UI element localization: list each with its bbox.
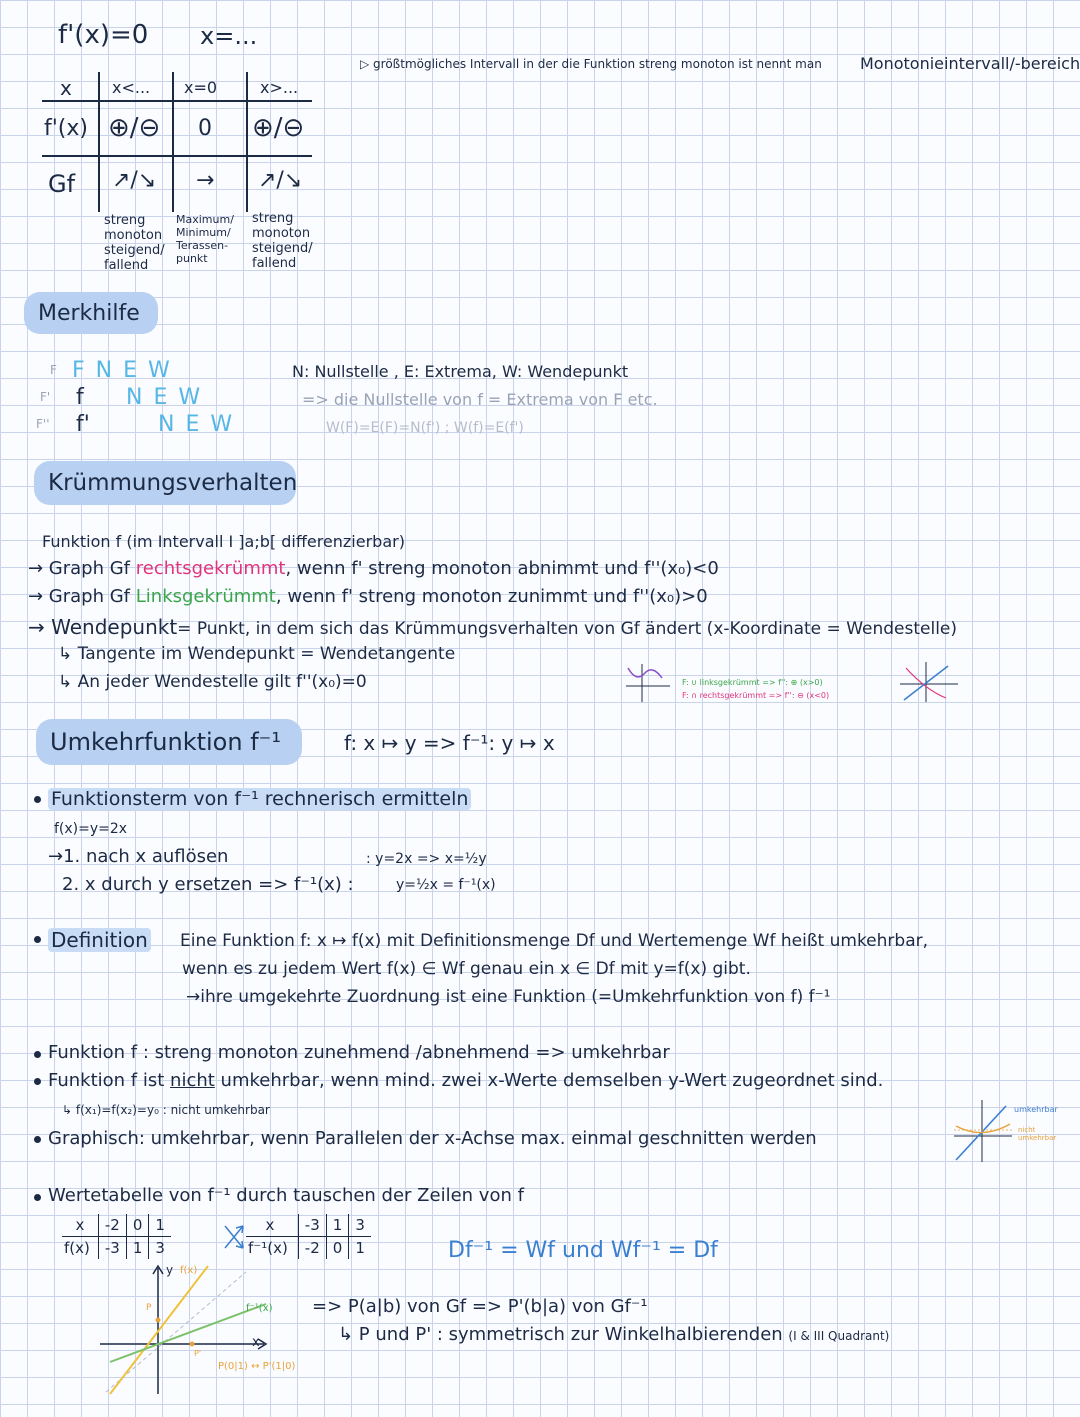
mono-f1-c3: ⊕/⊖	[252, 113, 305, 143]
umkehr-s2: 2. x durch y ersetzen => f⁻¹(x) :	[62, 874, 354, 895]
kr-line2: → Graph Gf Linksgekrümmt, wenn f' streng monoton zunimmt und f''(x₀)>0	[28, 586, 708, 607]
graph-label-finv: f⁻¹(x)	[246, 1303, 273, 1314]
merk-label-0: F	[50, 363, 57, 377]
def-line2: wenn es zu jedem Wert f(x) ∈ Wf genau ein x ∈ Df mit y=f(x) gibt.	[182, 959, 751, 979]
umkehr-p2: Funktion f ist nicht umkehrbar, wenn mind. zwei x-Werte demselben y-Wert zugeordnet sind.	[48, 1070, 884, 1091]
umkehr-p4: Wertetabelle von f⁻¹ durch tauschen der Zeilen von f	[48, 1185, 524, 1206]
umkehr-b1: Funktionsterm von f⁻¹ rechnerisch ermitteln	[48, 790, 471, 809]
umkehr-heading: Umkehrfunktion f⁻¹	[36, 719, 302, 765]
mono-x-c1: x<...	[112, 78, 151, 97]
kr-mini-legend-2: F: ∩ rechtsgekrümmt => f'': ⊖ (x<0)	[682, 691, 830, 700]
merk-line2: => die Nullstelle von f = Extrema von F etc.	[302, 390, 658, 409]
derivative-condition: f'(x)=0	[58, 20, 149, 50]
def-line1: Eine Funktion f: x ↦ f(x) mit Definitionsmenge Df und Wertemenge Wf heißt umkehrbar,	[180, 931, 929, 951]
p3-legend-2: nicht umkehrbar	[1018, 1126, 1057, 1142]
domain-eq: Df⁻¹ = Wf und Wf⁻¹ = Df	[448, 1238, 718, 1263]
bullet-1	[34, 796, 41, 803]
umkehr-s1: →1. nach x auflösen	[48, 846, 229, 867]
mono-x-c2: x=0	[184, 78, 218, 97]
graph-label-Pprime: P'	[194, 1349, 202, 1358]
mono-table-hline-2	[42, 155, 312, 157]
bullet-def	[34, 936, 41, 943]
kr-intro: Funktion f (im Intervall I ]a;b[ differenzierbar)	[42, 532, 405, 551]
graph-label-fx: f(x)	[180, 1265, 198, 1276]
x-equals: x=...	[200, 22, 258, 50]
sym-line2: ↳ P und P' : symmetrisch zur Winkelhalbierenden (I & III Quadrant)	[338, 1324, 890, 1345]
inverse-graph	[96, 1262, 316, 1396]
kr-line4: ↳ Tangente im Wendepunkt = Wendetangente	[58, 644, 456, 664]
merk-fn-1: f	[76, 385, 84, 410]
merk-fn-2: f'	[76, 412, 90, 437]
p3-legend-1: umkehrbar	[1014, 1105, 1058, 1114]
kr-mini-legend-1: F: ∪ linksgekrümmt => f'': ⊕ (x>0)	[682, 678, 823, 687]
point-Pprime	[190, 1342, 195, 1347]
mono-f1-head: f'(x)	[44, 116, 88, 141]
mono-f1-c2: 0	[198, 116, 212, 141]
mono-x-head: x	[60, 76, 72, 100]
graph-label-x: x	[252, 1335, 260, 1350]
point-P	[156, 1318, 161, 1323]
mono-g-c1: ↗/↘	[112, 168, 157, 193]
merk-letters-0: F N E W	[72, 358, 172, 383]
merkhilfe-heading: Merkhilfe	[24, 292, 158, 334]
merk-letters-2: N E W	[158, 412, 235, 437]
umkehr-s1r: : y=2x => x=½y	[366, 851, 487, 867]
graph-label-points: P(0|1) ↔ P'(1|0)	[218, 1361, 296, 1372]
kr-line5: ↳ An jeder Wendestelle gilt f''(x₀)=0	[58, 672, 367, 692]
curvature-sketch	[622, 660, 672, 704]
mono-g-c2: →	[196, 168, 215, 193]
bullet-p4	[34, 1194, 41, 1201]
umkehrbar-sketch	[950, 1096, 1016, 1166]
mono-x-c3: x>...	[260, 78, 299, 97]
mono-table-vline-1	[98, 72, 100, 212]
mono-g-c3: ↗/↘	[258, 168, 303, 193]
umkehr-s2r: y=½x = f⁻¹(x)	[396, 877, 496, 893]
bullet-p2	[34, 1078, 41, 1085]
value-table-finv: x -3 1 3 f⁻¹(x) -2 0 1	[246, 1214, 371, 1259]
merk-label-2: F''	[36, 417, 50, 431]
inflection-sketch	[898, 660, 962, 704]
def-line3: →ihre umgekehrte Zuordnung ist eine Funktion (=Umkehrfunktion von f) f⁻¹	[186, 987, 831, 1007]
umkehr-p2sub: ↳ f(x₁)=f(x₂)=y₀ : nicht umkehrbar	[62, 1103, 270, 1117]
merk-label-1: F'	[40, 390, 51, 404]
bullet-p3	[34, 1136, 41, 1143]
mono-table-vline-3	[246, 72, 248, 212]
interval-note: ▷ größtmögliches Intervall in der die Funktion streng monoton ist nennt man	[360, 57, 822, 71]
mono-note-col1: streng monoton steigend/ fallend	[104, 213, 165, 273]
kr-line1: → Graph Gf rechtsgekrümmt, wenn f' streng monoton abnimmt und f''(x₀)<0	[28, 558, 719, 579]
mono-note-col2: Maximum/ Minimum/ Terassen- punkt	[176, 213, 234, 265]
mono-table-hline-1	[42, 100, 312, 102]
sym-line1: => P(a|b) von Gf => P'(b|a) von Gf⁻¹	[312, 1296, 648, 1317]
merk-legend: N: Nullstelle , E: Extrema, W: Wendepunkt	[292, 362, 629, 381]
angle-bisector	[106, 1272, 246, 1392]
interval-term: Monotonieintervall/-bereich	[860, 54, 1080, 73]
value-table-f: x -2 0 1 f(x) -3 1 3	[62, 1214, 171, 1259]
umkehr-map: f: x ↦ y => f⁻¹: y ↦ x	[344, 731, 555, 755]
mono-table-vline-2	[172, 72, 174, 212]
mono-g-head: Gf	[48, 170, 76, 198]
graph-label-y: y	[166, 1263, 174, 1277]
merk-line3: W(F)=E(F)=N(f') ; W(f)=E(f')	[326, 420, 524, 436]
bullet-p1	[34, 1051, 41, 1058]
kruemmung-heading: Krümmungsverhalten	[34, 461, 296, 505]
mono-f1-c1: ⊕/⊖	[108, 113, 161, 143]
umkehr-p1: Funktion f : streng monoton zunehmend /abnehmend => umkehrbar	[48, 1042, 670, 1063]
swap-arrows-icon	[222, 1222, 246, 1252]
kr-line3: → Wendepunkt= Punkt, in dem sich das Krümmungsverhalten von Gf ändert (x-Koordinate = Wendestelle)	[28, 615, 958, 639]
graph-label-P: P	[146, 1303, 152, 1313]
graph-finv	[110, 1304, 266, 1362]
mono-note-col3: streng monoton steigend/ fallend	[252, 211, 313, 271]
umkehr-eq: f(x)=y=2x	[54, 821, 128, 837]
merk-letters-1: N E W	[126, 385, 203, 410]
def-label: Definition	[48, 930, 151, 950]
umkehr-p3: Graphisch: umkehrbar, wenn Parallelen der x-Achse max. einmal geschnitten werden	[48, 1128, 817, 1149]
